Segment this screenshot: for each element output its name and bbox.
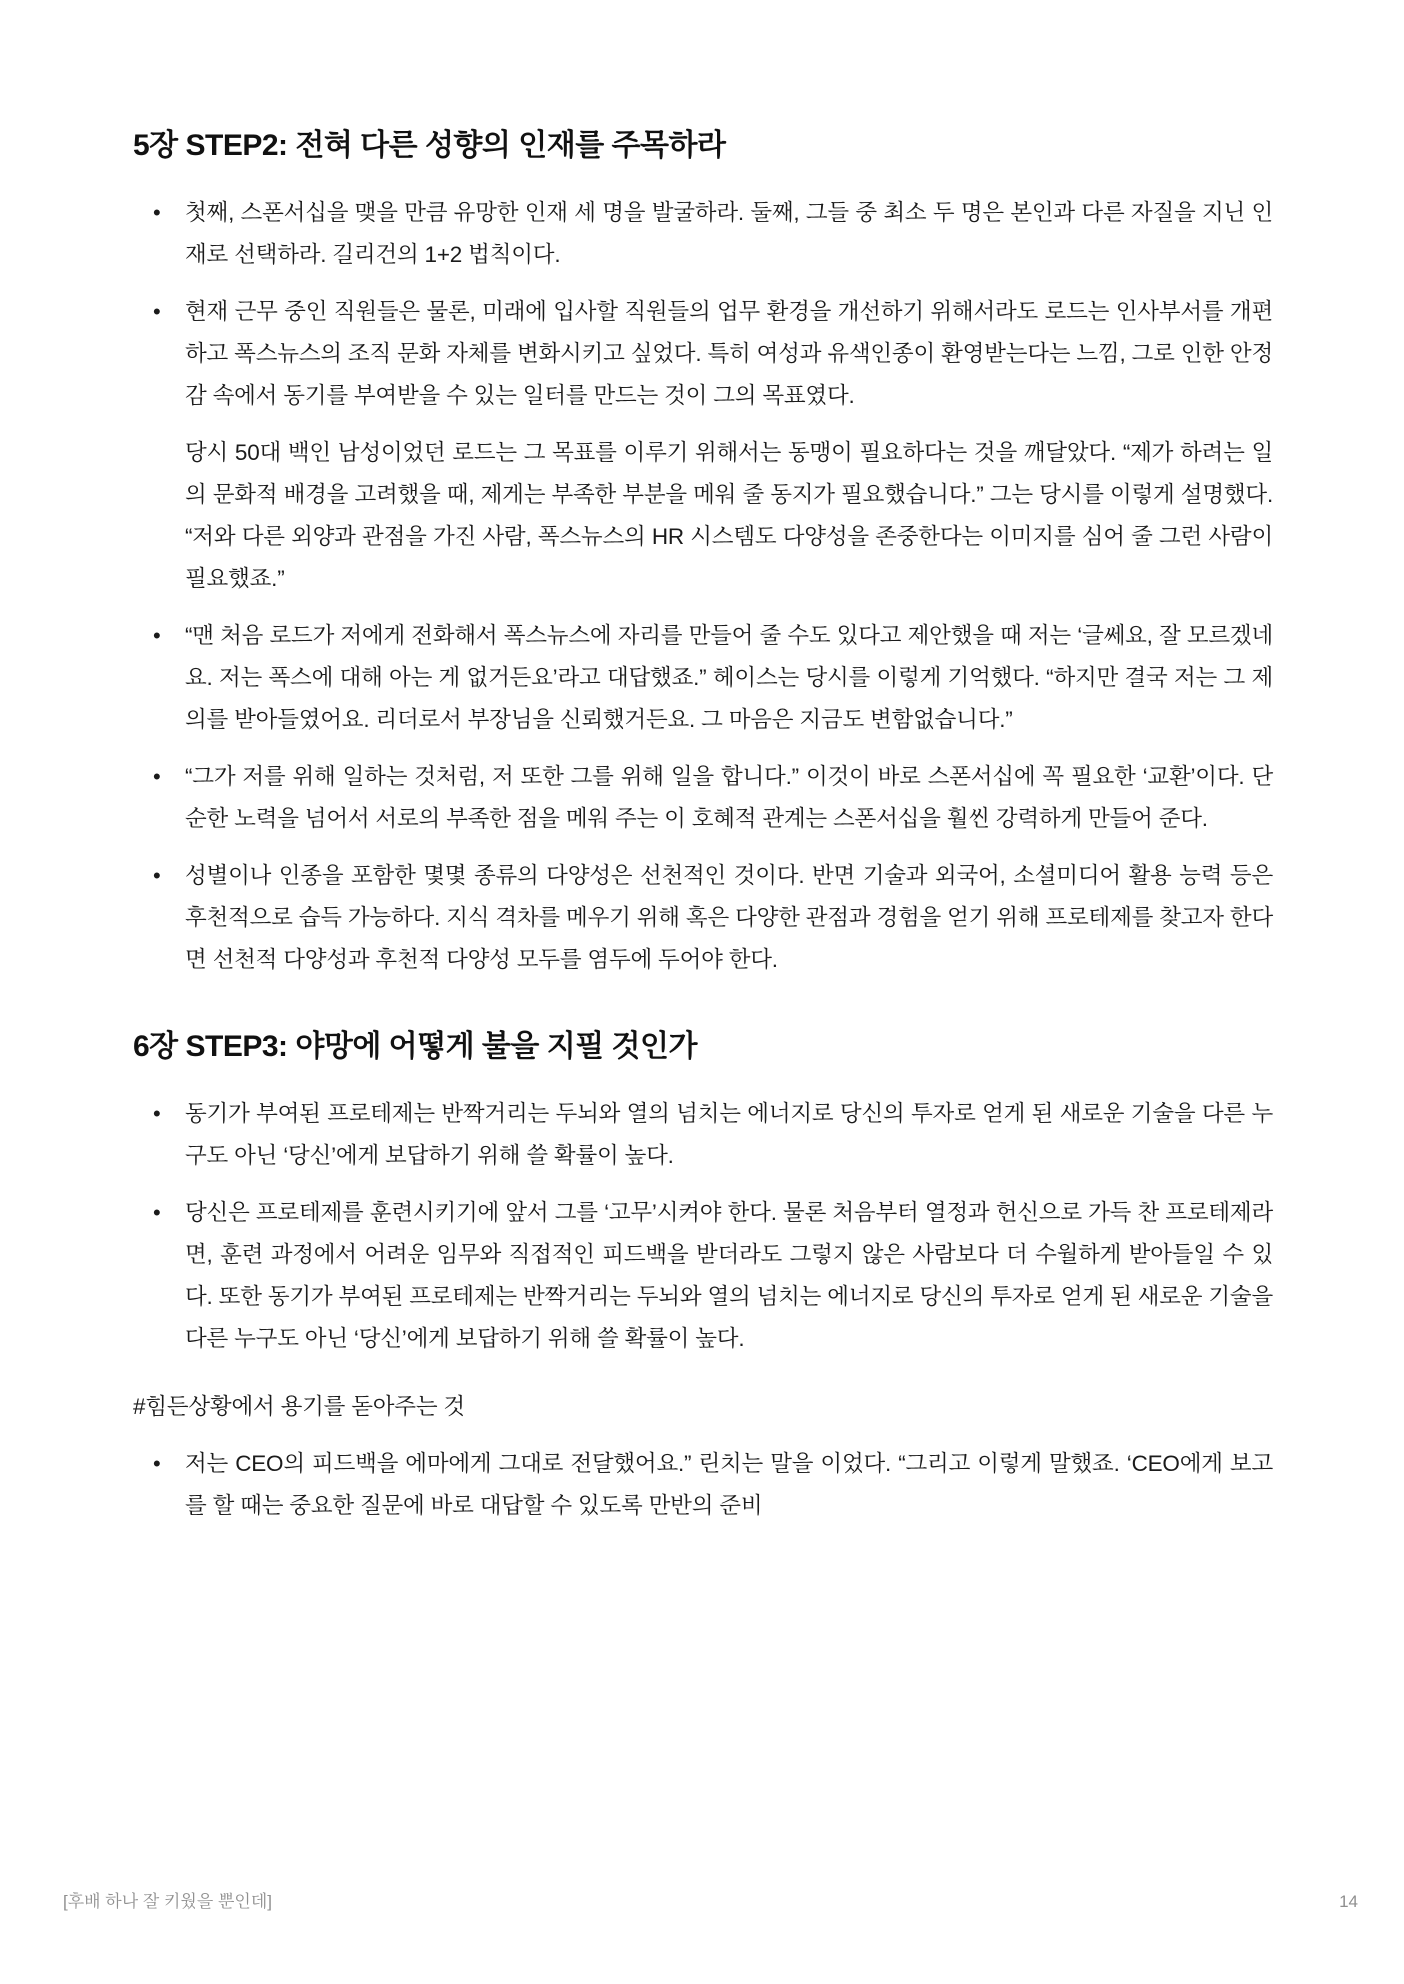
section-heading-step3: 6장 STEP3: 야망에 어떻게 불을 지필 것인가 bbox=[133, 1030, 697, 1063]
bullet-text: 저는 CEO의 피드백을 에마에게 그대로 전달했어요.” 린치는 말을 이었다. “그리고 이렇게 말했죠. ‘CEO에게 보고를 할 때는 중요한 질문에 바로 대답할 수 있도록 만반의 준비 bbox=[185, 1451, 1273, 1518]
bullet-item bbox=[133, 855, 1273, 981]
bullet-item bbox=[133, 615, 1273, 741]
bullet-item bbox=[133, 1192, 1273, 1360]
bullet-dot-icon: • bbox=[153, 863, 161, 888]
bullet-dot-icon: • bbox=[153, 1451, 161, 1476]
bullet-item bbox=[133, 291, 1273, 417]
bullet-text: 현재 근무 중인 직원들은 물론, 미래에 입사할 직원들의 업무 환경을 개선하기 위해서라도 로드는 인사부서를 개편하고 폭스뉴스의 조직 문화 자체를 변화시키고 싶었다. 특히 여성과 유색인종이 환영받는다는 느낌, 그로 인한 안정감 속에서 동기를 부여받을 수 있는 일터를 만드는 것이 그의 목표였다. bbox=[185, 299, 1273, 408]
bullet-item bbox=[133, 756, 1273, 840]
hashtag-text: #힘든상황에서 용기를 돋아주는 것 bbox=[133, 1394, 465, 1419]
page-content bbox=[133, 126, 1273, 1542]
bullet-dot-icon: • bbox=[153, 1200, 161, 1225]
hashtag-subheading bbox=[133, 1386, 1273, 1428]
bullet-item bbox=[133, 1443, 1273, 1527]
paragraph-text: 당시 50대 백인 남성이었던 로드는 그 목표를 이루기 위해서는 동맹이 필요하다는 것을 깨달았다. “제가 하려는 일의 문화적 배경을 고려했을 때, 제게는 부족한 부분을 메워 줄 동지가 필요했습니다.” 그는 당시를 이렇게 설명했다. “저와 다른 외양과 관점을 가진 사람, 폭스뉴스의 HR 시스템도 다양성을 존중한다는 이미지를 심어 줄 그런 사람이 필요했죠.” bbox=[185, 440, 1273, 591]
footer-book-title: [후배 하나 잘 키웠을 뿐인데] bbox=[63, 1892, 272, 1911]
bullet-text: 동기가 부여된 프로테제는 반짝거리는 두뇌와 열의 넘치는 에너지로 당신의 투자로 얻게 된 새로운 기술을 다른 누구도 아닌 ‘당신’에게 보답하기 위해 쓸 확률이 높다. bbox=[185, 1101, 1273, 1168]
bullet-dot-icon: • bbox=[153, 200, 161, 225]
bullet-dot-icon: • bbox=[153, 1101, 161, 1126]
paragraph-block bbox=[133, 432, 1273, 600]
bullet-dot-icon: • bbox=[153, 764, 161, 789]
bullet-text: 당신은 프로테제를 훈련시키기에 앞서 그를 ‘고무’시켜야 한다. 물론 처음부터 열정과 헌신으로 가득 찬 프로테제라면, 훈련 과정에서 어려운 임무와 직접적인 피드백을 받더라도 그렇지 않은 사람보다 더 수월하게 받아들일 수 있다. 또한 동기가 부여된 프로테제는 반짝거리는 두뇌와 열의 넘치는 에너지로 당신의 투자로 얻게 된 새로운 기술을 다른 누구도 아닌 ‘당신’에게 보답하기 위해 쓸 확률이 높다. bbox=[185, 1200, 1273, 1351]
bullet-dot-icon: • bbox=[153, 623, 161, 648]
bullet-item bbox=[133, 1093, 1273, 1177]
bullet-dot-icon: • bbox=[153, 299, 161, 324]
bullet-text: “그가 저를 위해 일하는 것처럼, 저 또한 그를 위해 일을 합니다.” 이것이 바로 스폰서십에 꼭 필요한 ‘교환’이다. 단순한 노력을 넘어서 서로의 부족한 점을 메워 주는 이 호혜적 관계는 스폰서십을 훨씬 강력하게 만들어 준다. bbox=[185, 764, 1273, 831]
bullet-text: 첫째, 스폰서십을 맺을 만큼 유망한 인재 세 명을 발굴하라. 둘째, 그들 중 최소 두 명은 본인과 다른 자질을 지닌 인재로 선택하라. 길리건의 1+2 법칙이다. bbox=[185, 200, 1273, 267]
bullet-item bbox=[133, 192, 1273, 276]
section-heading-step2: 5장 STEP2: 전혀 다른 성향의 인재를 주목하라 bbox=[133, 129, 726, 162]
footer-page-number: 14 bbox=[1339, 1892, 1358, 1911]
bullet-text: “맨 처음 로드가 저에게 전화해서 폭스뉴스에 자리를 만들어 줄 수도 있다고 제안했을 때 저는 ‘글쎄요, 잘 모르겠네요. 저는 폭스에 대해 아는 게 없거든요’라고 대답했죠.” 헤이스는 당시를 이렇게 기억했다. “하지만 결국 저는 그 제의를 받아들였어요. 리더로서 부장님을 신뢰했거든요. 그 마음은 지금도 변함없습니다.” bbox=[185, 623, 1273, 732]
bullet-text: 성별이나 인종을 포함한 몇몇 종류의 다양성은 선천적인 것이다. 반면 기술과 외국어, 소셜미디어 활용 능력 등은 후천적으로 습득 가능하다. 지식 격차를 메우기 위해 혹은 다양한 관점과 경험을 얻기 위해 프로테제를 찾고자 한다면 선천적 다양성과 후천적 다양성 모두를 염두에 두어야 한다. bbox=[185, 863, 1273, 972]
